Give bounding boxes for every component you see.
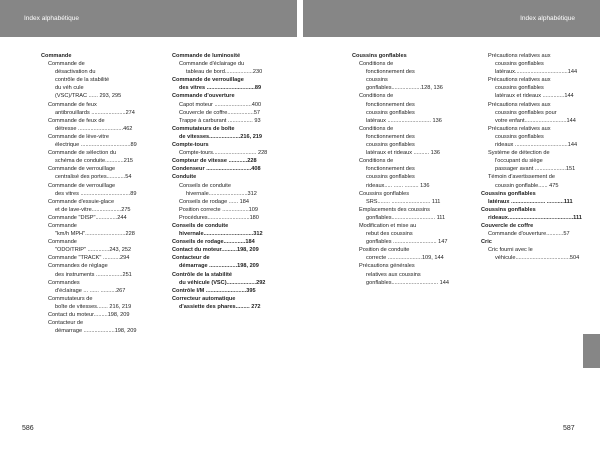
index-column-1 — [41, 52, 165, 335]
index-entry: Précautions relatives aux — [488, 125, 551, 132]
left-page-number: 586 — [22, 425, 34, 432]
index-entry: rideaux..........................................111 — [488, 214, 582, 221]
index-entry: Conditions de — [359, 61, 394, 68]
right-header-title: Index alphabétique — [520, 15, 575, 22]
index-entry: et de lave-vitre...................275 — [55, 206, 131, 213]
index-entry: votre enfant...........................144 — [495, 117, 576, 124]
index-entry: tableau de bord..................230 — [186, 69, 263, 76]
index-entry: Conditions de — [359, 93, 394, 100]
index-entry: schéma de conduite............215 — [55, 158, 134, 165]
index-entry: des vitres ................................89 — [55, 190, 137, 197]
index-entry: Trappe à carburant ................ 93 — [179, 117, 261, 124]
index-entry: rideaux ..................................144 — [495, 142, 578, 149]
index-heading: Contact du moteur..........198, 209 — [172, 247, 259, 254]
right-header-bar — [303, 0, 600, 37]
index-entry: Système de détection de — [488, 150, 550, 157]
index-entry: coussins gonflables — [366, 174, 415, 181]
index-entry: Commande de lève-vitre — [48, 133, 109, 140]
index-entry: Commande de feux — [48, 101, 97, 108]
index-entry: fonctionnement des — [366, 101, 415, 108]
index-entry: fonctionnement des — [366, 69, 415, 76]
index-entry: du véhicule (VSC)...................292 — [179, 279, 266, 286]
index-heading: Contrôle de la stabilité — [172, 271, 232, 278]
left-header-title: Index alphabétique — [24, 15, 79, 22]
index-heading: Compte-tours — [172, 142, 209, 149]
index-entry: des instruments .................251 — [55, 271, 132, 278]
index-entry: Position correcte .................109 — [179, 206, 258, 213]
index-entry: "ODO/TRIP" ..............243, 252 — [55, 247, 132, 254]
index-entry: coussins gonflables — [495, 133, 544, 140]
index-heading: Contrôle I/M ..........................395 — [172, 287, 256, 294]
index-heading: Commutateurs de boîte — [172, 125, 235, 132]
section-thumb-tab — [583, 334, 600, 368]
index-entry: coussins gonflables — [366, 142, 415, 149]
index-heading: Contacteur de — [172, 255, 210, 262]
index-entry: Contacteur de — [48, 320, 84, 327]
index-entry: passager avant ....................151 — [495, 166, 576, 173]
index-heading: Commande d'ouverture — [172, 93, 235, 100]
index-entry: Commande de — [48, 61, 85, 68]
index-entry: rideaux..... ...... ......... 136 — [366, 182, 430, 189]
index-entry: démarrage ..................198, 209 — [179, 263, 259, 270]
index-entry: (VSC)/TRAC ...... 293, 295 — [55, 93, 122, 100]
index-entry: d'éclairage ... ...... ..........267 — [55, 287, 126, 294]
index-entry: Contact du moteur.........198, 209 — [48, 312, 130, 318]
index-entry: correcte ......................109, 144 — [366, 255, 444, 262]
index-heading: Commande de luminosité — [172, 53, 241, 59]
index-column-4 — [481, 52, 600, 262]
index-entry: du véh cule — [55, 85, 84, 92]
index-entry: Commande "DISP"..............244 — [48, 214, 127, 221]
index-entry: électrique ................................89 — [55, 142, 137, 149]
index-entry: véhicule...................................504 — [495, 255, 580, 262]
index-entry: Précautions relatives aux — [488, 101, 551, 108]
index-entry: Emplacements des coussins — [359, 206, 430, 213]
index-entry: centralisé des portes............54 — [55, 174, 132, 181]
index-heading: Conseils de conduite — [172, 222, 229, 229]
index-entry: désactivation du — [55, 69, 96, 76]
index-entry: Commande de verrouillage — [48, 182, 116, 189]
index-entry: Commande de sélection du — [48, 150, 117, 157]
index-heading: Cric — [481, 239, 492, 246]
index-entry: coussins gonflables pour — [495, 109, 557, 116]
index-entry: relatives aux coussins — [366, 271, 421, 278]
index-entry: latéraux..................................144 — [495, 69, 578, 76]
index-entry: coussins — [366, 77, 388, 84]
index-entry: coussins gonflables — [495, 85, 544, 92]
index-entry: Commande d'ouverture...........57 — [488, 231, 570, 238]
index-entry: fonctionnement des — [366, 133, 415, 140]
right-page-number: 587 — [563, 425, 575, 432]
index-heading: Compteur de vitesse ............228 — [172, 158, 257, 165]
index-entry: des vitres ...............................89 — [179, 85, 262, 92]
index-entry: détresse .............................462 — [55, 125, 133, 132]
index-heading: Conduite — [172, 174, 197, 181]
index-entry: Commande "TRACK" ...........294 — [48, 255, 130, 262]
index-entry: SRS........ ......................... 111 — [366, 198, 441, 205]
index-entry: contrôle de la stabilité — [55, 77, 110, 84]
index-entry: "km/h MPH"..........................228 — [55, 231, 135, 238]
index-heading: Coussins gonflables — [481, 206, 536, 213]
index-heading: Coussins gonflables — [481, 190, 536, 197]
index-entry: Capot moteur ........................400 — [179, 101, 262, 108]
index-entry: Conseils de rodage ...... 184 — [179, 198, 249, 205]
index-entry: Couvercle de coffre.................57 — [179, 109, 261, 116]
index-entry: Commande d'éclairage du — [179, 61, 245, 68]
index-heading: Condenseur .............................408 — [172, 166, 261, 173]
index-heading: Commande de verrouillage — [172, 77, 244, 84]
index-entry: Précautions relatives aux — [488, 53, 551, 59]
index-entry: Commandes de réglage — [48, 263, 108, 270]
index-entry: démarrage ....................198, 209 — [55, 328, 137, 335]
index-heading: Correcteur automatique — [172, 295, 236, 302]
index-entry: Commande d'essuie-glace — [48, 198, 115, 205]
index-entry: Conditions de — [359, 125, 394, 132]
index-entry: gonflables............................ 111 — [366, 214, 446, 221]
index-entry: fonctionnement des — [366, 166, 415, 173]
index-entry: Commande — [48, 239, 77, 246]
index-entry: latéraux ............................ 136 — [366, 117, 442, 124]
index-entry: Commutateurs de — [48, 295, 93, 302]
index-heading: Conseils de rodage..............184 — [172, 239, 255, 246]
index-entry: Commandes — [48, 279, 80, 286]
index-entry: Cric fourni avec le — [488, 247, 533, 254]
index-entry: Précautions relatives aux — [488, 77, 551, 84]
index-entry: Commande de feux de — [48, 117, 105, 124]
index-heading: Commande — [41, 53, 72, 59]
index-entry: rebut des coussins — [366, 231, 413, 238]
index-entry: Procédures...........................180 — [179, 214, 259, 221]
index-entry: Compte-tours............................ 228 — [179, 150, 268, 157]
index-entry: coussins gonflables — [495, 61, 544, 68]
index-entry: d'assiette des phares......... 272 — [179, 303, 261, 310]
index-entry: Commande — [48, 222, 77, 229]
index-entry: boîte de vitesses....... 216, 219 — [55, 303, 132, 310]
index-entry: Position de conduite — [359, 247, 410, 254]
index-entry: de vitesses....................216, 219 — [179, 133, 263, 140]
index-entry: Modification et mise au — [359, 222, 417, 229]
index-entry: l'occupant du siège — [495, 158, 543, 165]
index-entry: Témoin d'avertissement de — [488, 174, 555, 181]
index-entry: gonflables.............................. 144 — [366, 279, 450, 286]
index-entry: Conditions de — [359, 158, 394, 165]
index-entry: coussins gonflables — [366, 109, 415, 116]
index-heading: Coussins gonflables — [352, 53, 407, 59]
index-entry: Précautions générales — [359, 263, 415, 270]
index-entry: latéraux et rideaux ..............144 — [495, 93, 574, 100]
index-column-3 — [352, 52, 476, 287]
index-entry: latéraux ...................... ...........111 — [488, 198, 573, 205]
index-heading: Couvercle de coffre — [481, 222, 534, 229]
index-entry: gonflables...................128, 136 — [366, 85, 443, 92]
index-entry: gonflables ............................ 147 — [366, 239, 448, 246]
index-entry: Conseils de conduite — [179, 182, 231, 189]
index-entry: Coussins gonflables — [359, 190, 410, 197]
left-header-bar — [0, 0, 297, 37]
index-column-2 — [172, 52, 296, 311]
index-entry: hivernale................................312 — [179, 231, 263, 238]
index-entry: latéraux et rideaux .......... 136 — [366, 150, 441, 157]
index-entry: Commande de verrouillage — [48, 166, 116, 173]
index-entry: hivernale.........................312 — [186, 190, 257, 197]
index-entry: antibrouillards ......................274 — [55, 109, 135, 116]
index-entry: coussin gonflable...... 475 — [495, 182, 559, 189]
